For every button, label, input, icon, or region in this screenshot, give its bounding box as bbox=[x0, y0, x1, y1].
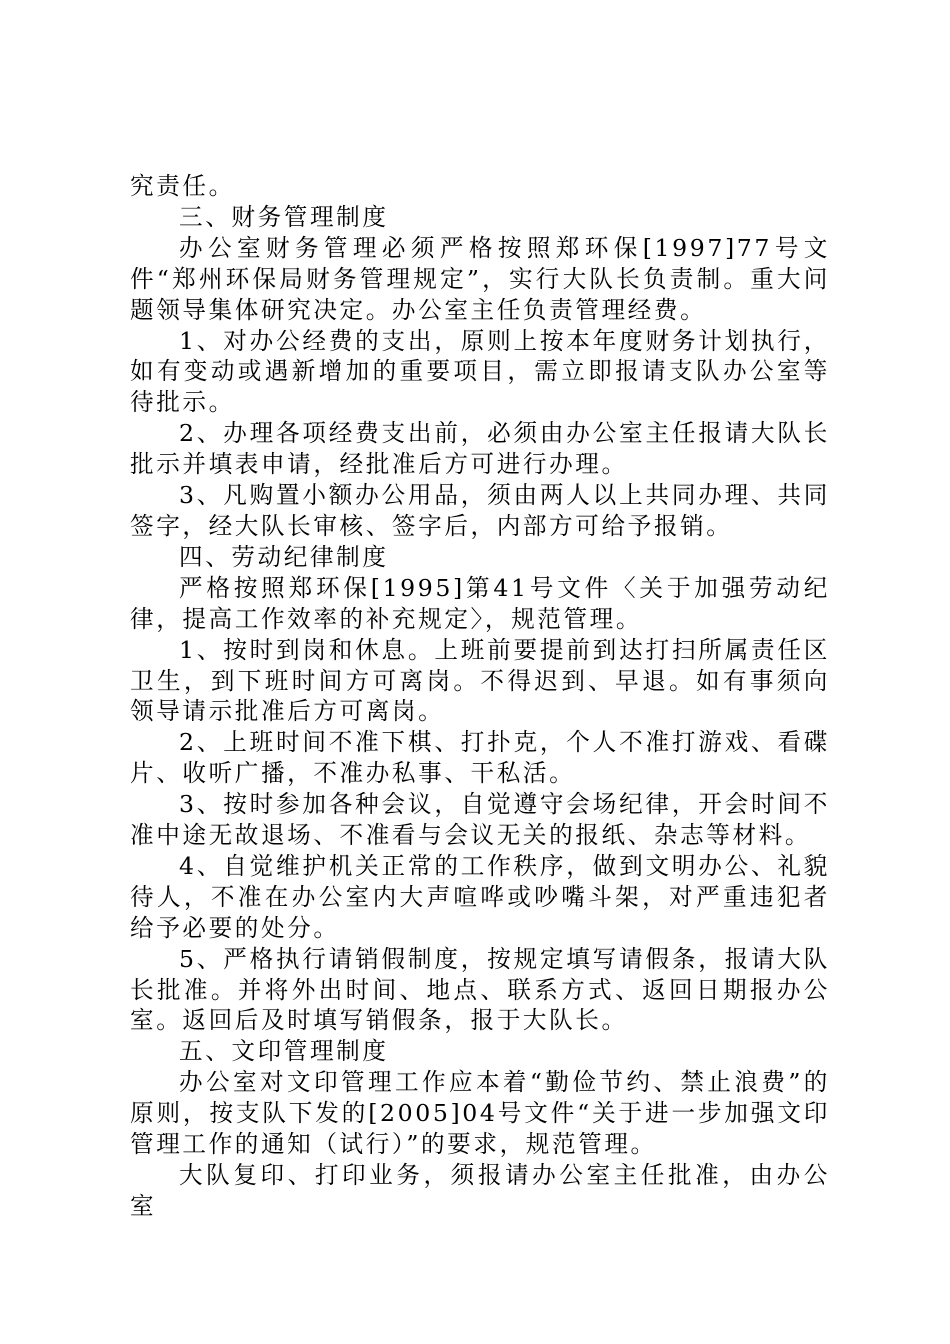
paragraph-discipline-item-4: 4、自觉维护机关正常的工作秩序，做到文明办公、礼貌待人，不准在办公室内大声喧哗或吵嘴斗架，对严重违犯者给予必要的处分。 bbox=[130, 851, 830, 942]
section-heading-discipline: 四、劳动纪律制度 bbox=[179, 542, 389, 571]
paragraph-finance-item-2: 2、办理各项经费支出前，必须由办公室主任报请大队长批示并填表申请，经批准后方可进行办理。 bbox=[130, 419, 830, 479]
paragraph-discipline-item-1: 1、按时到岗和休息。上班前要提前到达打扫所属责任区卫生，到下班时间方可离岗。不得迟到、早退。如有事须向领导请示批准后方可离岗。 bbox=[130, 635, 830, 726]
paragraph-discipline-intro: 严格按照郑环保[1995]第41号文件〈关于加强劳动纪律，提高工作效率的补充规定〉，规范管理。 bbox=[130, 573, 830, 633]
paragraph-discipline-item-2: 2、上班时间不准下棋、打扑克，个人不准打游戏、看碟片、收听广播，不准办私事、干私活。 bbox=[130, 728, 830, 788]
paragraph-finance-intro: 办公室财务管理必须严格按照郑环保[1997]77号文件“郑州环保局财务管理规定”，实行大队长负责制。重大问题领导集体研究决定。办公室主任负责管理经费。 bbox=[130, 233, 830, 324]
document-body bbox=[130, 171, 830, 1222]
paragraph-discipline-item-5: 5、严格执行请销假制度，按规定填写请假条，报请大队长批准。并将外出时间、地点、联系方式、返回日期报办公室。返回后及时填写销假条，报于大队长。 bbox=[130, 944, 830, 1035]
paragraph-printing-intro: 办公室对文印管理工作应本着“勤俭节约、禁止浪费”的原则，按支队下发的[2005]04号文件“关于进一步加强文印管理工作的通知（试行）”的要求，规范管理。 bbox=[130, 1068, 830, 1159]
paragraph-finance-item-1: 1、对办公经费的支出，原则上按本年度财务计划执行，如有变动或遇新增加的重要项目，需立即报请支队办公室等待批示。 bbox=[130, 326, 830, 417]
section-heading-finance: 三、财务管理制度 bbox=[179, 202, 389, 231]
paragraph-continuation: 究责任。 bbox=[130, 172, 235, 200]
paragraph-finance-item-3: 3、凡购置小额办公用品，须由两人以上共同办理、共同签字，经大队长审核、签字后，内部方可给予报销。 bbox=[130, 481, 830, 540]
paragraph-printing-item: 大队复印、打印业务，须报请办公室主任批准，由办公室 bbox=[130, 1161, 830, 1220]
section-heading-printing: 五、文印管理制度 bbox=[179, 1037, 389, 1066]
paragraph-discipline-item-3: 3、按时参加各种会议，自觉遵守会场纪律，开会时间不准中途无故退场、不准看与会议无关的报纸、杂志等材料。 bbox=[130, 790, 830, 850]
